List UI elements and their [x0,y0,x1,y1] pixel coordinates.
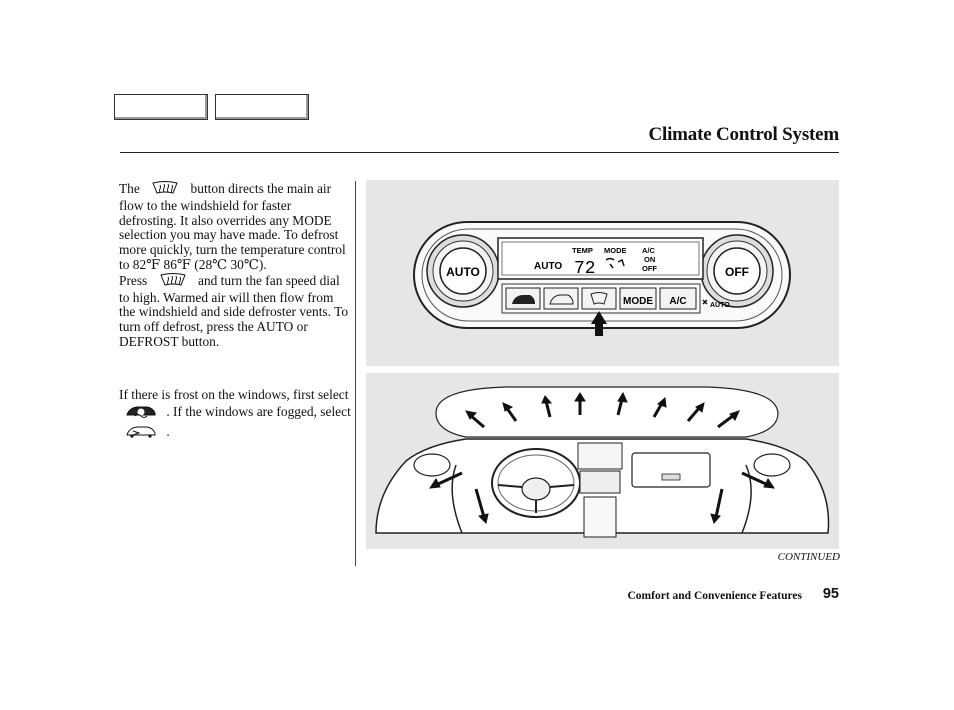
nav-button-previous[interactable] [114,94,208,120]
page-title: Climate Control System [648,124,839,145]
center-console-panel [580,471,620,493]
off-knob[interactable] [701,235,773,307]
display-ac-off: OFF [642,264,657,273]
control-panel-illustration [366,180,839,366]
dashboard-airflow-illustration [366,373,839,549]
para2-pre: If there is frost on the windows, first select [119,387,349,402]
para2-post: . [166,423,170,439]
para2-mid: . If the windows are fogged, select [166,403,351,419]
continued-label: CONTINUED [777,551,840,563]
nav-button-next[interactable] [215,94,309,120]
display-temp-label: TEMP [572,246,593,255]
mode-button[interactable] [620,288,656,309]
para1-s2-pre: Press [119,272,148,288]
ac-button-label: A/C [669,296,687,307]
para1-s1-pre: The [119,180,140,196]
section-footer: Comfort and Convenience Features [627,590,802,602]
defrost-button[interactable] [582,288,616,309]
display-ac-label: A/C [642,246,655,255]
center-vents [578,443,622,469]
display-auto: AUTO [534,261,563,272]
left-mirror [414,454,450,476]
column-divider [355,181,356,566]
vent-button-2[interactable] [544,288,578,309]
floor-defrost-icon [119,403,163,423]
para1-s2-post: and turn the fan speed dial to high. Warmed air will then flow from the windshield and side defroster vents. To turn off defrost, press the AUTO or DEFROST button. [119,272,349,349]
display-ac-on: ON [644,255,656,264]
para1-s1-post: button directs the main air flow to the windshield for faster defrosting. It also overrides any MODE selection you may have made. To defrost more quickly, turn the temperature control to 82℉ 86℉ (28℃ 30℃). [119,180,346,272]
display-temp-value: 72 [574,259,596,279]
fan-auto-label: AUTO [710,302,730,309]
car-vent-icon [119,423,163,443]
mode-button-label: MODE [623,296,653,307]
shifter [584,497,616,537]
ac-button[interactable] [660,288,696,309]
windshield-defrost-icon [143,181,187,199]
vent-button-1[interactable] [506,288,540,309]
page-number: 95 [822,586,839,602]
frost-paragraph [119,388,351,442]
defrost-paragraph [119,181,351,350]
display-mode-label: MODE [604,246,627,255]
auto-knob-label: AUTO [446,265,480,279]
off-knob-label: OFF [725,265,749,279]
right-mirror [754,454,790,476]
auto-knob[interactable] [427,235,499,307]
windshield-defrost-icon [151,273,195,291]
title-divider [120,152,839,153]
glovebox [632,453,710,487]
